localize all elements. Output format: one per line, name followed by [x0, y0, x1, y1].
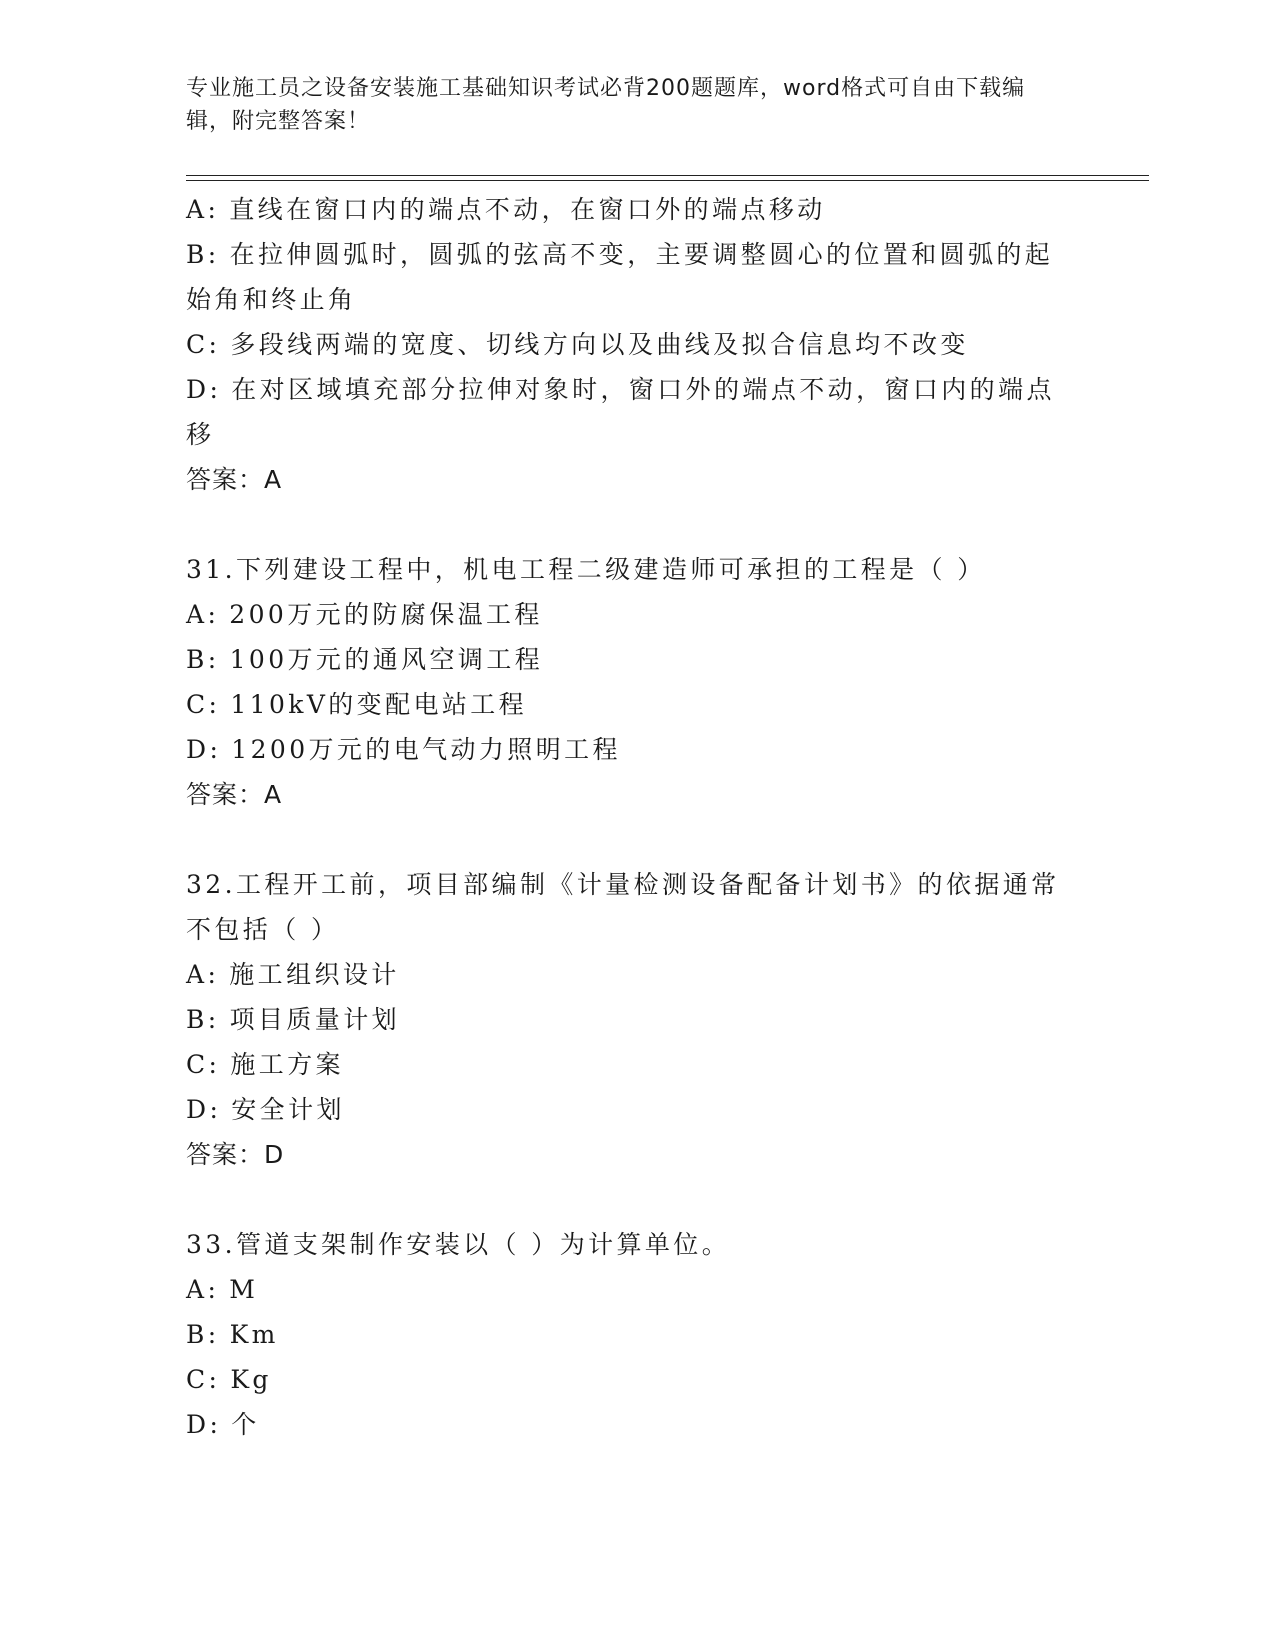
option-c: C: 施工方案 [186, 1050, 344, 1079]
option-c: C: 110kV的变配电站工程 [186, 690, 528, 719]
option-d: D: 安全计划 [186, 1095, 345, 1124]
document-body [186, 187, 1066, 1447]
question-31 [186, 547, 1066, 817]
option-b: B: Km [186, 1320, 279, 1349]
question-stem: 33.管道支架制作安装以（ ）为计算单位。 [186, 1230, 731, 1259]
option-b: B: 项目质量计划 [186, 1005, 401, 1034]
option-c: C: 多段线两端的宽度、切线方向以及曲线及拟合信息均不改变 [186, 330, 969, 359]
document-header: 专业施工员之设备安装施工基础知识考试必背200题题库，word格式可自由下载编辑，附完整答案！ [186, 76, 1026, 134]
question-33 [186, 1222, 1066, 1447]
option-a: A: 200万元的防腐保温工程 [186, 600, 543, 629]
question-prev [186, 187, 1066, 502]
option-a: A: M [186, 1275, 259, 1304]
option-d: D: 在对区域填充部分拉伸对象时，窗口外的端点不动，窗口内的端点移 [186, 375, 1055, 449]
answer-line: 答案：A [186, 465, 283, 494]
option-b: B: 100万元的通风空调工程 [186, 645, 544, 674]
answer-line: 答案：D [186, 1140, 285, 1169]
option-c: C: Kg [186, 1365, 272, 1394]
option-d: D: 个 [186, 1410, 260, 1439]
option-b: B: 在拉伸圆弧时，圆弧的弦高不变，主要调整圆心的位置和圆弧的起始角和终止角 [186, 240, 1054, 314]
header-rule-bottom [186, 180, 1149, 181]
question-32 [186, 862, 1066, 1177]
question-stem: 32.工程开工前，项目部编制《计量检测设备配备计划书》的依据通常不包括（ ） [186, 870, 1060, 944]
answer-line: 答案：A [186, 780, 283, 809]
question-stem: 31.下列建设工程中，机电工程二级建造师可承担的工程是（ ） [186, 555, 986, 584]
option-a: A: 施工组织设计 [186, 960, 400, 989]
option-a: A: 直线在窗口内的端点不动，在窗口外的端点移动 [186, 195, 826, 224]
header-rule-top [186, 175, 1149, 176]
option-d: D: 1200万元的电气动力照明工程 [186, 735, 621, 764]
